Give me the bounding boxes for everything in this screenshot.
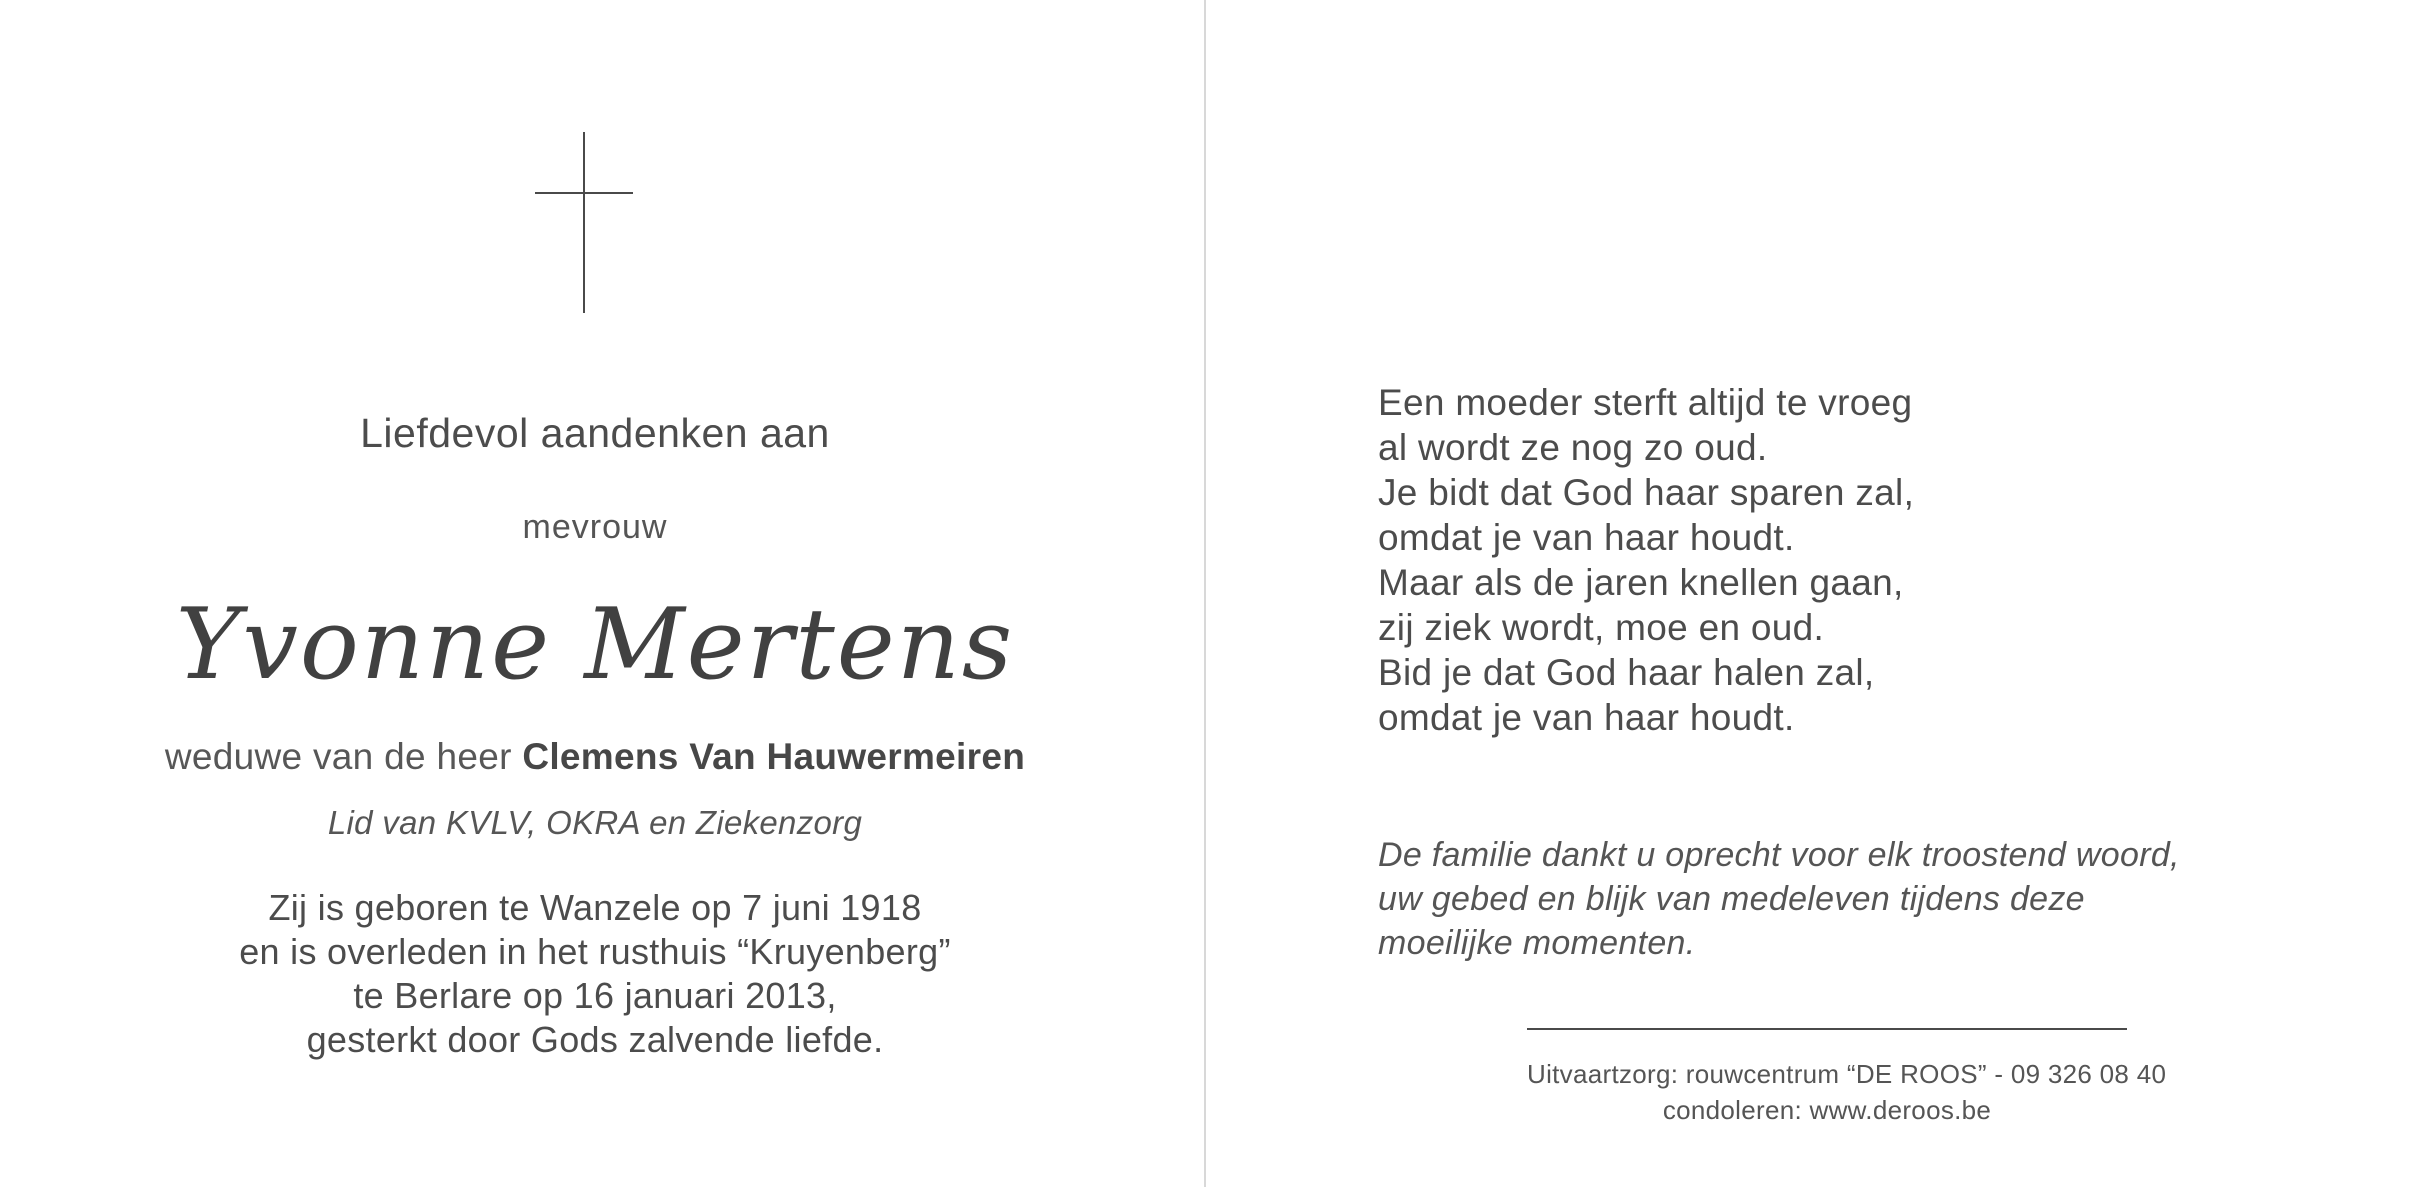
membership-text: Lid van KVLV, OKRA en Ziekenzorg bbox=[327, 804, 863, 841]
funeral-home-contact: Uitvaartzorg: rouwcentrum “DE ROOS” - 09 326 08 40 bbox=[1527, 1059, 2167, 1089]
poem-line: omdat je van haar houdt. bbox=[1378, 517, 1795, 558]
poem-line: Maar als de jaren knellen gaan, bbox=[1378, 562, 1904, 603]
poem-line: omdat je van haar houdt. bbox=[1378, 697, 1795, 738]
poem-line: Een moeder sterft altijd te vroeg bbox=[1378, 382, 1913, 423]
poem-line: Je bidt dat God haar sparen zal, bbox=[1378, 472, 1915, 513]
life-line: gesterkt door Gods zalvende liefde. bbox=[306, 1019, 884, 1060]
right-page bbox=[1206, 0, 2417, 1187]
life-line: en is overleden in het rusthuis “Kruyenberg” bbox=[239, 931, 951, 972]
cross-vertical-line bbox=[583, 132, 585, 313]
poem-line: Bid je dat God haar halen zal, bbox=[1378, 652, 1875, 693]
funeral-home-rule bbox=[1527, 1028, 2127, 1030]
funeral-home-condolence-url: condoleren: www.deroos.be bbox=[1662, 1095, 1992, 1125]
salutation-text: mevrouw bbox=[522, 508, 668, 546]
funeral-home-block bbox=[1527, 1028, 2167, 1128]
poem-line: al wordt ze nog zo oud. bbox=[1378, 427, 1768, 468]
thanks-block bbox=[1378, 833, 2180, 965]
widow-prefix: weduwe van de heer bbox=[164, 736, 523, 777]
cross-horizontal-line bbox=[535, 192, 633, 194]
poem-line: zij ziek wordt, moe en oud. bbox=[1378, 607, 1825, 648]
dedication-text: Liefdevol aandenken aan bbox=[360, 410, 830, 456]
life-line: Zij is geboren te Wanzele op 7 juni 1918 bbox=[268, 887, 922, 928]
thanks-line: uw gebed en blijk van medeleven tijdens deze bbox=[1378, 880, 2085, 918]
poem-block bbox=[1378, 380, 1914, 740]
left-page bbox=[0, 0, 1190, 1187]
thanks-line: De familie dankt u oprecht voor elk troostend woord, bbox=[1378, 836, 2180, 874]
life-dates-block bbox=[0, 886, 1190, 1062]
life-line: te Berlare op 16 januari 2013, bbox=[353, 975, 837, 1016]
thanks-line: moeilijke momenten. bbox=[1378, 924, 1696, 962]
husband-name: Clemens Van Hauwermeiren bbox=[522, 736, 1026, 777]
widow-line bbox=[0, 736, 1190, 778]
deceased-name: Yvonne Mertens bbox=[175, 588, 1015, 702]
